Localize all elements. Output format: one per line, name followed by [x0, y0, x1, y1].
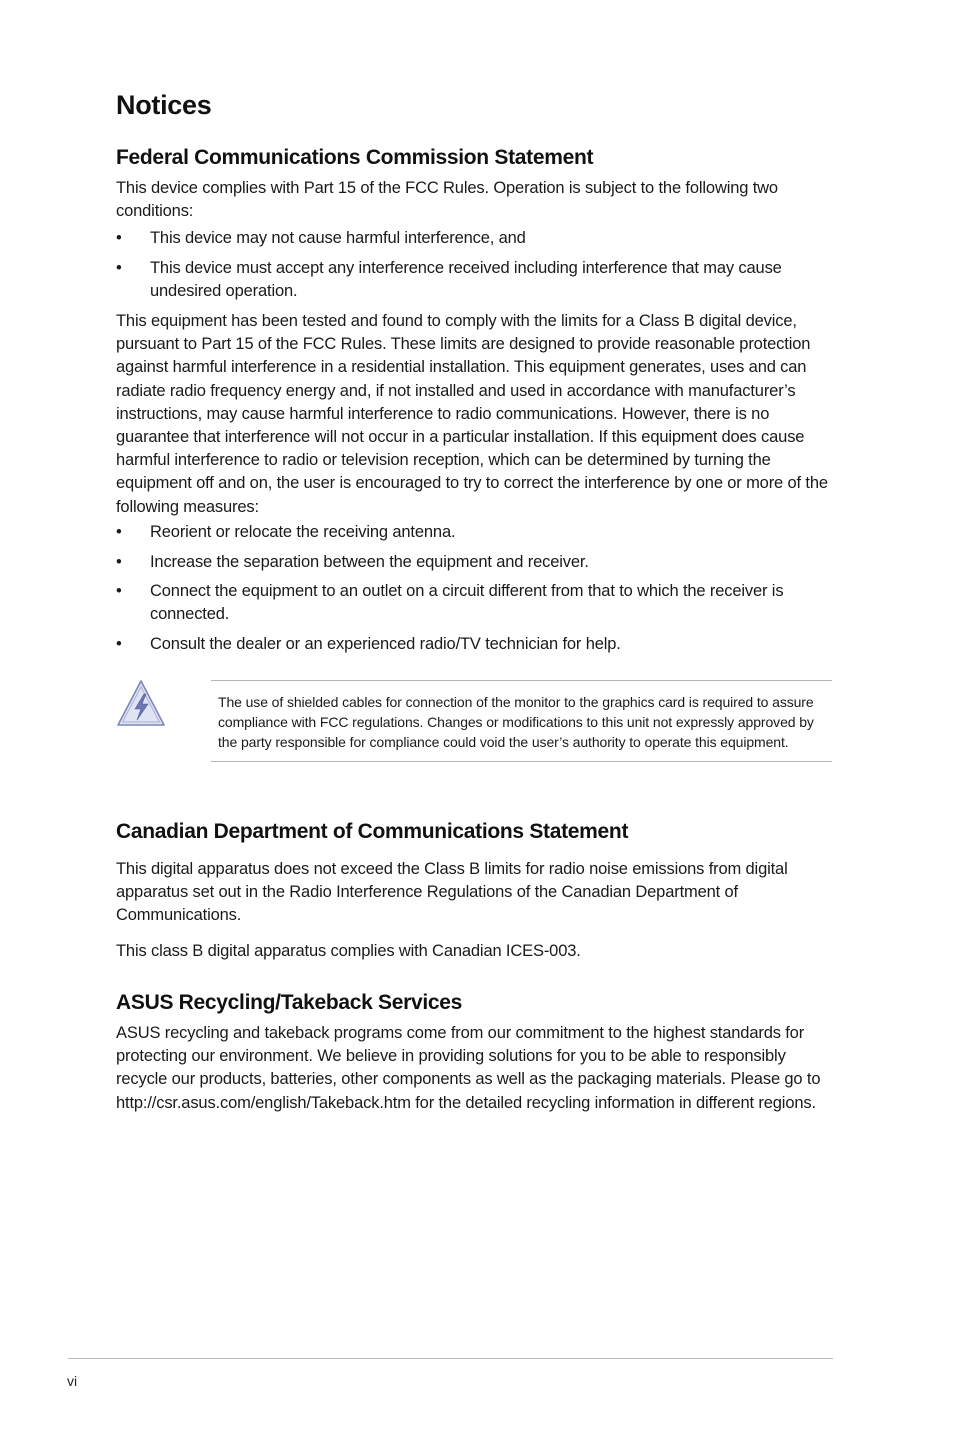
condition-text: This device must accept any interference received including interference that may cause undesired operation. [150, 259, 782, 301]
asus-paragraph: ASUS recycling and takeback programs come from our commitment to the highest standards for protecting our environment. We believe in providing solutions for you to be able to responsibly recycle our products, batteries, other components as well as the packaging materials. Please go to http://csr.asus.com/english/Takeback.htm for the detailed recycling information in different regions. [116, 1024, 821, 1112]
list-item [116, 521, 832, 544]
bullet: • [116, 582, 122, 601]
list-item [116, 551, 832, 574]
bullet: • [116, 259, 122, 278]
condition-text: This device may not cause harmful interference, and [150, 229, 526, 248]
fcc-note-box [211, 680, 832, 762]
page-number: vi [67, 1373, 78, 1389]
list-item [116, 580, 832, 626]
fcc-measures-list [116, 521, 832, 657]
warning-lightning-icon [116, 678, 166, 728]
fcc-heading: Federal Communications Commission Statement [116, 146, 594, 169]
asus-heading: ASUS Recycling/Takeback Services [116, 991, 463, 1014]
canadian-section [116, 820, 832, 963]
list-item [116, 257, 832, 303]
measure-text: Connect the equipment to an outlet on a circuit different from that to which the receiver is connected. [150, 582, 784, 624]
footer-rule [68, 1358, 833, 1359]
list-item [116, 227, 832, 250]
measure-text: Consult the dealer or an experienced radio/TV technician for help. [150, 635, 621, 654]
measure-text: Increase the separation between the equipment and receiver. [150, 552, 589, 571]
asus-recycling-section [116, 991, 832, 1115]
fcc-intro: This device complies with Part 15 of the FCC Rules. Operation is subject to the following two conditions: [116, 179, 778, 221]
bullet: • [116, 229, 122, 248]
canadian-heading: Canadian Department of Communications Statement [116, 820, 629, 843]
list-item [116, 633, 832, 656]
fcc-section [116, 146, 832, 663]
page-title: Notices [116, 90, 212, 120]
bullet: • [116, 635, 122, 654]
note-text: The use of shielded cables for connection of the monitor to the graphics card is required to assure compliance with FCC regulations. Changes or modifications to this unit not expressly approved by the party responsible for compliance could void the user’s authority to operate this equipment. [218, 694, 814, 750]
bullet: • [116, 552, 122, 571]
fcc-equipment-paragraph: This equipment has been tested and found to comply with the limits for a Class B digital device, pursuant to Part 15 of the FCC Rules. These limits are designed to provide reasonable protection against harmful interference in a residential installation. This equipment generates, uses and can radiate radio frequency energy and, if not installed and used in accordance with manufacturer’s instructions, may cause harmful interference to radio communications. However, there is no guarantee that interference will not occur in a particular installation. If this equipment does cause harmful interference to radio or television reception, which can be determined by turning the equipment off and on, the user is encouraged to try to correct the interference by one or more of the following measures: [116, 312, 828, 516]
bullet: • [116, 522, 122, 541]
canadian-paragraph-2: This class B digital apparatus complies with Canadian ICES-003. [116, 941, 581, 960]
fcc-conditions-list [116, 227, 832, 303]
measure-text: Reorient or relocate the receiving antenna. [150, 522, 456, 541]
canadian-paragraph-1: This digital apparatus does not exceed the Class B limits for radio noise emissions from digital apparatus set out in the Radio Interference Regulations of the Canadian Department of Communications. [116, 860, 788, 925]
